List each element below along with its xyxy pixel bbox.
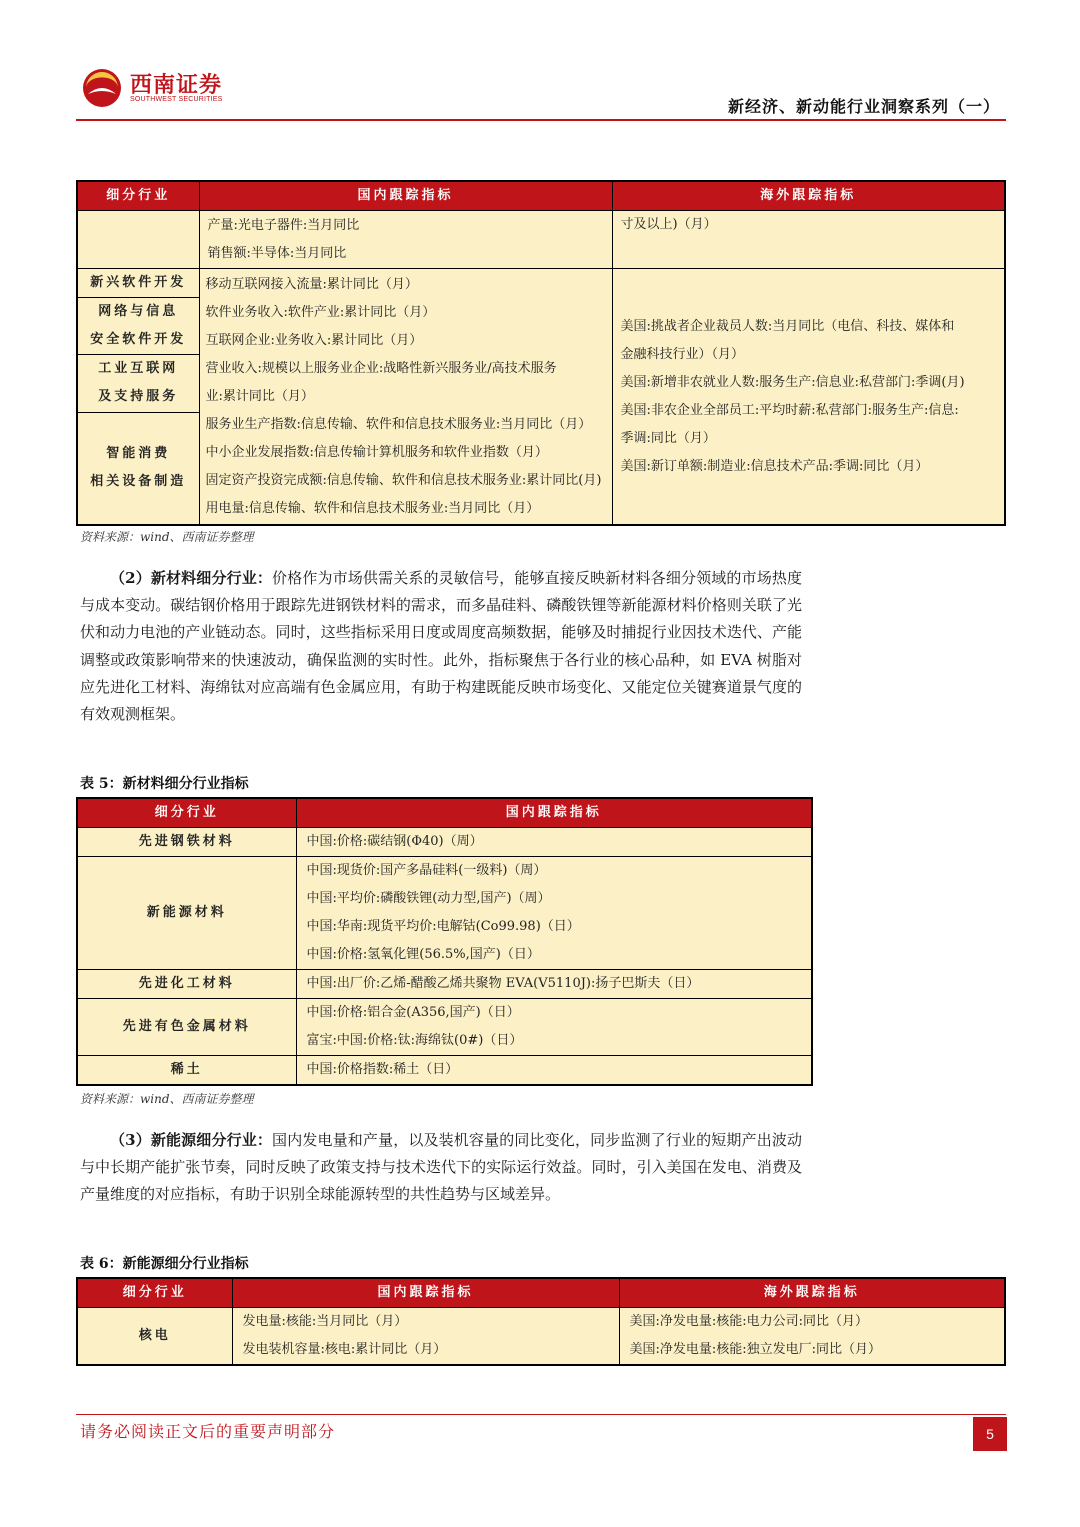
paragraph-new-materials	[80, 565, 802, 728]
indicator-text: 软件业务收入:软件产业:累计同比（月）	[205, 304, 436, 320]
header-divider	[76, 119, 1006, 121]
indicator-text: 固定资产投资完成额:信息传输、软件和信息技术服务业:累计同比(月)	[205, 472, 602, 488]
indicator-text: 中国:价格:氢氧化锂(56.5%,国产)（日）	[306, 947, 540, 962]
paragraph-lead: （2）新材料细分行业：	[110, 569, 273, 587]
category-label: 工业互联网	[98, 361, 179, 376]
footer-divider	[76, 1414, 1006, 1415]
category-cell: 稀土	[77, 1056, 296, 1086]
table-row	[77, 211, 1005, 269]
indicator-text: 美国:非农企业全部员工:平均时薪:私营部门:服务生产:信息:	[620, 402, 959, 418]
indicator-text: 中国:出厂价:乙烯-醋酸乙烯共聚物 EVA(V5110J):扬子巴斯夫（日）	[306, 976, 700, 991]
table-row	[77, 1056, 812, 1086]
overseas-indicators-cell	[619, 1308, 1005, 1366]
indicator-text: 中国:价格:碳结钢(Φ40)（周）	[306, 834, 483, 849]
table-header-row	[77, 1278, 1005, 1308]
indicator-text: 美国:新订单额:制造业:信息技术产品:季调:同比（月）	[620, 458, 929, 474]
header-cell-category: 细分行业	[77, 181, 199, 211]
indicator-text: 中国:价格指数:稀土（日）	[306, 1062, 459, 1077]
category-cell: 先进钢铁材料	[77, 828, 296, 857]
table-4-source: 资料来源：wind、西南证券整理	[80, 530, 254, 544]
logo-english-name: SOUTHWEST SECURITIES	[130, 96, 223, 103]
table-row	[77, 857, 812, 970]
series-title: 新经济、新动能行业洞察系列（一）	[727, 97, 1000, 116]
category-cell: 新能源材料	[77, 857, 296, 970]
header-cell-domestic: 国内跟踪指标	[199, 181, 612, 211]
indicator-text: 发电量:核能:当月同比（月）	[242, 1314, 408, 1329]
category-label: 网络与信息	[98, 304, 179, 319]
category-label: 相关设备制造	[90, 474, 187, 489]
table-header-row	[77, 798, 812, 828]
indicator-text: 移动互联网接入流量:累计同比（月）	[205, 276, 418, 292]
domestic-indicators-cell	[199, 269, 612, 526]
indicator-text: 中小企业发展指数:信息传输计算机服务和软件业指数（月）	[205, 444, 548, 460]
category-cell: 核电	[77, 1308, 232, 1366]
indicator-text: 中国:现货价:国产多晶硅料(一级料)（周）	[306, 863, 547, 878]
header-cell-overseas: 海外跟踪指标	[619, 1278, 1005, 1308]
category-label: 及支持服务	[78, 383, 199, 413]
indicators-cell	[296, 999, 812, 1056]
table-row	[77, 828, 812, 857]
header-cell-category: 细分行业	[77, 1278, 232, 1308]
category-cell	[77, 269, 199, 526]
indicator-text: 富宝:中国:价格:钛:海绵钛(0#)（日）	[306, 1033, 523, 1048]
table-6-caption: 表 6：新能源细分行业指标	[80, 1256, 249, 1272]
table-row	[77, 1308, 1005, 1366]
indicator-text: 营业收入:规模以上服务业企业:战略性新兴服务业/高技术服务	[205, 360, 557, 376]
overseas-indicators-cell	[612, 211, 1005, 269]
indicator-text: 美国:新增非农就业人数:服务生产:信息业:私营部门:季调(月)	[620, 374, 965, 390]
domestic-indicators-cell	[199, 211, 612, 269]
indicator-text: 美国:净发电量:核能:电力公司:同比（月）	[629, 1314, 869, 1329]
company-logo	[82, 66, 222, 108]
indicator-text: 季调:同比（月）	[620, 430, 716, 446]
header-cell-overseas: 海外跟踪指标	[612, 181, 1005, 211]
indicator-text: 发电装机容量:核电:累计同比（月）	[242, 1342, 447, 1357]
indicators-cell	[296, 828, 812, 857]
indicator-text: 寸及以上)（月）	[620, 217, 717, 232]
category-cell	[77, 211, 199, 269]
header-cell-domestic: 国内跟踪指标	[232, 1278, 619, 1308]
table-row	[77, 269, 1005, 526]
table-5-source: 资料来源：wind、西南证券整理	[80, 1092, 254, 1106]
domestic-indicators-cell	[232, 1308, 619, 1366]
indicator-text: 互联网企业:业务收入:累计同比（月）	[205, 332, 423, 348]
category-cell: 先进化工材料	[77, 970, 296, 999]
table-header-row	[77, 181, 1005, 211]
category-label: 安全软件开发	[78, 326, 199, 355]
indicator-text: 中国:平均价:磷酸铁锂(动力型,国产)（周）	[306, 891, 551, 906]
logo-chinese-name: 西南证券	[130, 72, 223, 98]
indicator-text: 美国:净发电量:核能:独立发电厂:同比（月）	[629, 1342, 882, 1357]
category-label: 智能消费	[106, 446, 171, 461]
indicator-text: 中国:华南:现货平均价:电解钴(Co99.98)（日）	[306, 919, 580, 934]
header-cell-domestic: 国内跟踪指标	[296, 798, 812, 828]
indicator-text: 中国:价格:铝合金(A356,国产)（日）	[306, 1005, 520, 1020]
paragraph-lead: （3）新能源细分行业：	[110, 1131, 273, 1149]
indicator-text: 销售额:半导体:当月同比	[207, 245, 347, 261]
category-cell: 先进有色金属材料	[77, 999, 296, 1056]
table-4	[76, 180, 1006, 526]
indicator-text: 产量:光电子器件:当月同比	[207, 217, 360, 233]
disclaimer-note: 请务必阅读正文后的重要声明部分	[80, 1422, 336, 1441]
paragraph-new-energy	[80, 1127, 802, 1209]
header-cell-category: 细分行业	[77, 798, 296, 828]
paragraph-body: 国内发电量和产量，以及装机容量的同比变化，同步监测了行业的短期产出波动与中长期产能扩张节奏，同时反映了政策支持与技术迭代下的实际运行效益。同时，引入美国在发电、消费及产量维度的对应指标，有助于识别全球能源转型的共性趋势与区域差异。	[80, 1131, 802, 1204]
page-number: 5	[973, 1417, 1007, 1451]
table-5	[76, 797, 813, 1086]
overseas-indicators-cell	[612, 269, 1005, 526]
indicators-cell	[296, 857, 812, 970]
table-5-caption: 表 5：新材料细分行业指标	[80, 776, 249, 792]
table-row	[77, 970, 812, 999]
paragraph-body: 价格作为市场供需关系的灵敏信号，能够直接反映新材料各细分领域的市场热度与成本变动。碳结钢价格用于跟踪先进钢铁材料的需求，而多晶硅料、磷酸铁锂等新能源材料价格则关联了光伏和动力电池的产业链动态。同时，这些指标采用日度或周度高频数据，能够及时捕捉行业因技术迭代、产能调整或政策影响带来的快速波动，确保监测的实时性。此外，指标聚焦于各行业的核心品种，如 EVA 树脂对应先进化工材料、海绵钛对应高端有色金属应用，有助于构建既能反映市场变化、又能定位关键赛道景气度的有效观测框架。	[80, 569, 802, 724]
table-6	[76, 1277, 1006, 1366]
category-label: 新兴软件开发	[78, 269, 199, 298]
indicator-text: 美国:挑战者企业裁员人数:当月同比（电信、科技、媒体和	[620, 318, 955, 334]
table-row	[77, 999, 812, 1056]
indicator-text: 服务业生产指数:信息传输、软件和信息技术服务业:当月同比（月）	[205, 416, 592, 432]
indicator-text: 金融科技行业）（月）	[620, 346, 745, 362]
logo-mark-icon	[82, 68, 122, 108]
indicators-cell	[296, 970, 812, 999]
indicators-cell	[296, 1056, 812, 1086]
indicator-text: 用电量:信息传输、软件和信息技术服务业:当月同比（月）	[205, 500, 540, 516]
indicator-text: 业:累计同比（月）	[205, 388, 314, 404]
